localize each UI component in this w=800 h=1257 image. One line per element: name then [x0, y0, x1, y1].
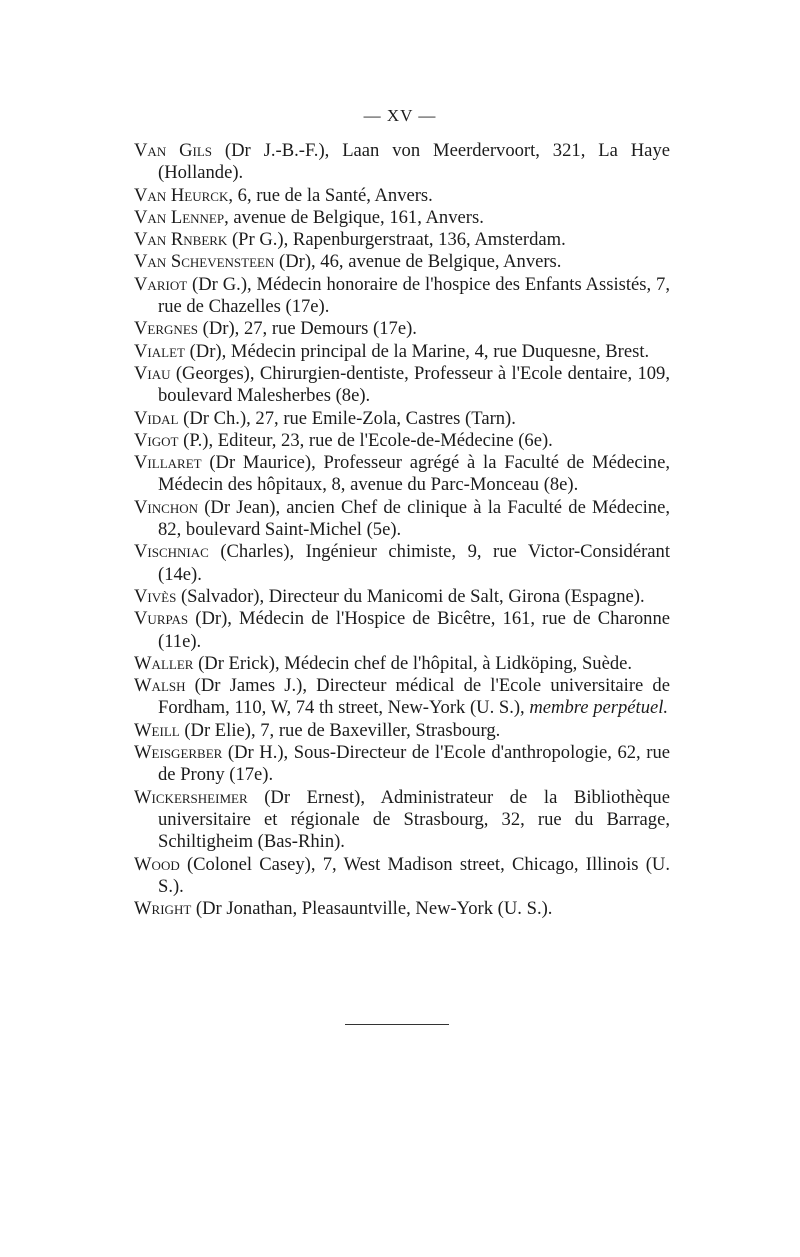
entry-name: Weisgerber	[134, 742, 223, 764]
entry-details: (Dr Ch.), 27, rue Emile-Zola, Castres (Tarn).	[178, 407, 516, 429]
entry-name: Vidal	[134, 407, 179, 429]
entry-item	[134, 408, 670, 430]
entry-details: (Dr), Médecin principal de la Marine, 4, rue Duquesne, Brest.	[184, 340, 650, 362]
entry-name: Weill	[134, 719, 180, 741]
entry-details: (Dr), 27, rue Demours (17e).	[198, 318, 417, 340]
entry-item	[134, 452, 670, 497]
entry-details: (Dr), 46, avenue de Belgique, Anvers.	[274, 251, 562, 273]
entry-details: (Dr Ernest), Administrateur de la Bibliothèque universitaire et régionale de Strasbourg, 32, rue du Barrage, Schiltigheim (Bas-Rhin).	[158, 786, 670, 853]
entry-details: (Dr Elie), 7, rue de Baxeviller, Strasbourg.	[179, 719, 501, 741]
entry-name: Wickersheimer	[134, 786, 248, 808]
entry-details: , 6, rue de la Santé, Anvers.	[228, 184, 433, 206]
entry-item	[134, 430, 670, 452]
entry-item	[134, 185, 670, 207]
entry-item	[134, 341, 670, 363]
entry-name: Walsh	[134, 675, 186, 697]
entry-item	[134, 675, 670, 720]
entry-name: Vialet	[134, 340, 185, 362]
entry-name: Van Schevensteen	[134, 251, 275, 273]
entry-details: (Georges), Chirurgien-dentiste, Professeur à l'Ecole dentaire, 109, boulevard Malesherbes (8e).	[158, 362, 670, 407]
entry-name: Van Lennep	[134, 206, 225, 228]
entry-item	[134, 229, 670, 251]
entry-name: Vurpas	[134, 608, 189, 630]
entry-item	[134, 898, 670, 920]
entry-item	[134, 787, 670, 854]
entry-item	[134, 251, 670, 273]
entry-name: Van Heurck	[134, 184, 229, 206]
entry-name: Van Gils	[134, 140, 213, 161]
entry-item	[134, 318, 670, 340]
entry-item	[134, 608, 670, 653]
entry-name: Viau	[134, 362, 171, 384]
entry-name: Vivès	[134, 585, 177, 607]
entry-details: (Dr J.-B.-F.), Laan von Meerdervoort, 321, La Haye (Hollande).	[158, 140, 670, 184]
entry-details: (Dr H.), Sous-Directeur de l'Ecole d'anthropologie, 62, rue de Prony (17e).	[158, 742, 670, 786]
entry-details: (Charles), Ingénieur chimiste, 9, rue Victor-Considérant (14e).	[158, 541, 670, 585]
entry-item	[134, 207, 670, 229]
entry-item	[134, 363, 670, 408]
entry-name: Vischniac	[134, 541, 209, 563]
entry-details: (Pr G.), Rapenburgerstraat, 136, Amsterdam.	[227, 229, 566, 251]
entry-details: (Salvador), Directeur du Manicomi de Salt, Girona (Espagne).	[176, 585, 645, 607]
entry-item	[134, 653, 670, 675]
entry-name: Wood	[134, 853, 180, 875]
entry-name: Vinchon	[134, 496, 198, 518]
entry-name: Waller	[134, 652, 194, 674]
entry-details: (Dr Jonathan, Pleasauntville, New-York (U. S.).	[191, 898, 553, 920]
entry-name: Vergnes	[134, 318, 198, 340]
entry-details: , avenue de Belgique, 161, Anvers.	[224, 206, 484, 228]
entry-name: Van Rnberk	[134, 229, 228, 251]
entry-item	[134, 274, 670, 319]
entry-item	[134, 742, 670, 787]
entry-item	[134, 497, 670, 542]
entry-name: Wright	[134, 898, 192, 920]
entry-details: (Dr G.), Médecin honoraire de l'hospice des Enfants Assistés, 7, rue de Chazelles (17e).	[158, 273, 670, 318]
entry-details: (P.), Editeur, 23, rue de l'Ecole-de-Médecine (6e).	[178, 429, 553, 451]
end-rule-divider	[345, 1024, 449, 1025]
entry-details: (Colonel Casey), 7, West Madison street, Chicago, Illinois (U. S.).	[158, 853, 670, 897]
page-number: — XV —	[363, 106, 437, 125]
entry-item	[134, 541, 670, 586]
entry-details: (Dr James J.), Directeur médical de l'Ecole universitaire de Fordham, 110, W, 74 th street, New-York (U. S.),	[158, 675, 670, 719]
entry-name: Variot	[134, 273, 188, 295]
entry-name: Vigot	[134, 429, 179, 451]
entry-item	[134, 586, 670, 608]
entry-note: membre perpétuel.	[529, 697, 669, 719]
entry-item	[134, 140, 670, 185]
entry-item	[134, 854, 670, 899]
entry-name: Villaret	[134, 452, 202, 474]
entry-details: (Dr Jean), ancien Chef de clinique à la Faculté de Médecine, 82, boulevard Saint-Michel (5e).	[158, 496, 670, 541]
entry-item	[134, 720, 670, 742]
entry-details: (Dr Erick), Médecin chef de l'hôpital, à Lidköping, Suède.	[193, 652, 633, 674]
entry-details: (Dr), Médecin de l'Hospice de Bicêtre, 161, rue de Charonne (11e).	[158, 608, 670, 652]
directory-entries	[134, 140, 670, 920]
entry-details: (Dr Maurice), Professeur agrégé à la Faculté de Médecine, Médecin des hôpitaux, 8, avenue du Parc-Monceau (8e).	[158, 452, 670, 496]
